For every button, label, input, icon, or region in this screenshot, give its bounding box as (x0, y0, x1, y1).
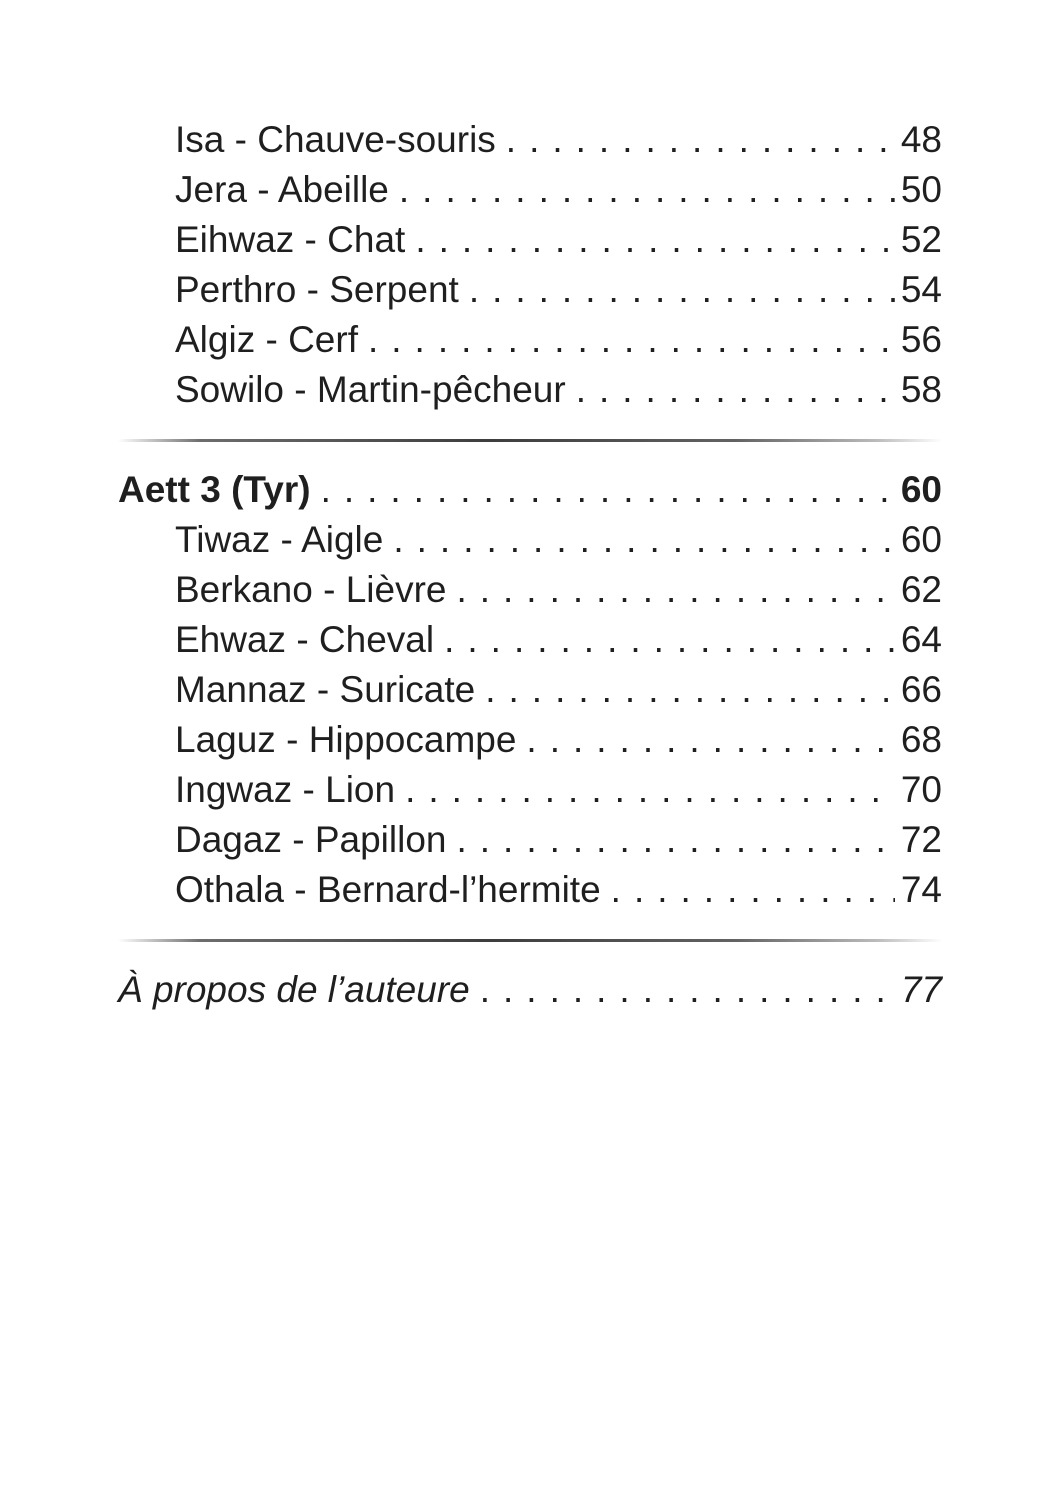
toc-entry (118, 765, 942, 815)
toc-entry-page: 62 (900, 569, 942, 610)
toc-entry-page: 58 (900, 369, 942, 410)
table-of-contents (118, 115, 942, 1015)
dot-leader (405, 765, 895, 815)
toc-entry-page: 54 (900, 269, 942, 310)
dot-leader (576, 365, 895, 415)
toc-entry-label: Othala - Bernard-l’hermite (175, 869, 601, 910)
toc-entry-page: 56 (900, 319, 942, 360)
toc-entry (118, 115, 942, 165)
section-divider (118, 439, 942, 442)
dot-leader (321, 465, 895, 515)
toc-entry-label: Berkano - Lièvre (175, 569, 447, 610)
dot-leader (368, 315, 895, 365)
toc-entry-label: Eihwaz - Chat (175, 219, 406, 260)
toc-footer-entry (118, 965, 942, 1015)
toc-entry-page: 64 (900, 619, 942, 660)
toc-entry-label: Aett 3 (Tyr) (118, 469, 311, 510)
toc-entry-label: À propos de l’auteure (118, 969, 470, 1010)
toc-entry (118, 665, 942, 715)
toc-entry (118, 265, 942, 315)
section-divider (118, 939, 942, 942)
dot-leader (456, 565, 894, 615)
toc-entry-page: 52 (900, 219, 942, 260)
toc-entry-label: Perthro - Serpent (175, 269, 459, 310)
toc-entry-page: 70 (900, 769, 942, 810)
toc-entry (118, 365, 942, 415)
toc-section-heading (118, 465, 942, 515)
toc-entry-label: Tiwaz - Aigle (175, 519, 384, 560)
toc-entry-label: Ehwaz - Cheval (175, 619, 435, 660)
dot-leader (415, 215, 895, 265)
dot-leader (456, 815, 894, 865)
toc-entry (118, 865, 942, 915)
toc-entry-label: Laguz - Hippocampe (175, 719, 517, 760)
dot-leader (469, 265, 895, 315)
toc-entry-page: 50 (900, 169, 942, 210)
dot-leader (480, 965, 895, 1015)
toc-entry-label: Sowilo - Martin-pêcheur (175, 369, 566, 410)
toc-entry-page: 60 (900, 469, 942, 510)
toc-entry (118, 615, 942, 665)
toc-entry-label: Ingwaz - Lion (175, 769, 396, 810)
toc-entry (118, 165, 942, 215)
toc-entry (118, 315, 942, 365)
toc-entry (118, 215, 942, 265)
dot-leader (399, 165, 895, 215)
toc-entry-page: 77 (900, 969, 942, 1010)
toc-entry-page: 72 (900, 819, 942, 860)
toc-entry-label: Dagaz - Papillon (175, 819, 447, 860)
dot-leader (526, 715, 894, 765)
toc-entry-label: Mannaz - Suricate (175, 669, 476, 710)
dot-leader (506, 115, 895, 165)
toc-entry-label: Isa - Chauve-souris (175, 119, 496, 160)
toc-entry (118, 815, 942, 865)
dot-leader (444, 615, 895, 665)
toc-entry-page: 60 (900, 519, 942, 560)
toc-entry-page: 66 (900, 669, 942, 710)
toc-entry (118, 715, 942, 765)
toc-entry-page: 74 (900, 869, 942, 910)
toc-entry (118, 515, 942, 565)
dot-leader (393, 515, 894, 565)
toc-entry-page: 48 (900, 119, 942, 160)
toc-entry-label: Algiz - Cerf (175, 319, 358, 360)
toc-entry (118, 565, 942, 615)
toc-entry-page: 68 (900, 719, 942, 760)
dot-leader (611, 865, 895, 915)
dot-leader (485, 665, 895, 715)
toc-entry-label: Jera - Abeille (175, 169, 389, 210)
